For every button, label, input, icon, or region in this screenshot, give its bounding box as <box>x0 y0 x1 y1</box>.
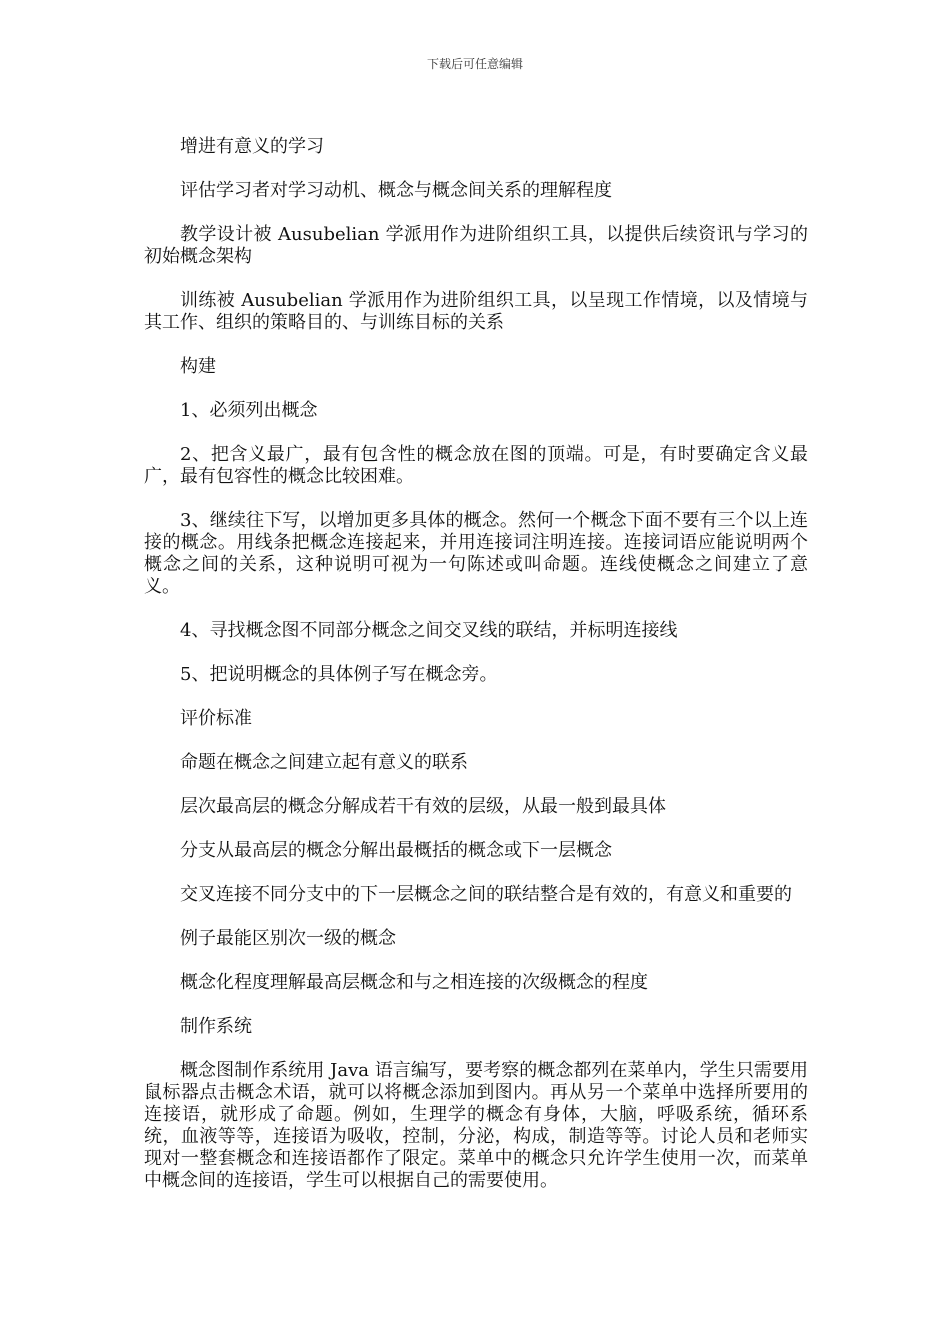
paragraph: 训练被 Ausubelian 学派用作为进阶组织工具，以呈现工作情境，以及情境与其工作、组织的策略目的、与训练目标的关系 <box>144 290 808 333</box>
paragraph: 命题在概念之间建立起有意义的联系 <box>180 752 468 773</box>
document-body <box>144 136 808 1214</box>
paragraph: 分支从最高层的概念分解出最概括的概念或下一层概念 <box>180 840 612 861</box>
section-heading: 制作系统 <box>180 1016 252 1037</box>
list-item: 1、必须列出概念 <box>180 400 318 421</box>
paragraph: 评估学习者对学习动机、概念与概念间关系的理解程度 <box>180 180 612 201</box>
paragraph: 概念化程度理解最高层概念和与之相连接的次级概念的程度 <box>180 972 648 993</box>
paragraph: 增进有意义的学习 <box>180 136 324 157</box>
section-heading: 评价标准 <box>180 708 252 729</box>
paragraph: 交叉连接不同分支中的下一层概念之间的联结整合是有效的，有意义和重要的 <box>180 884 792 905</box>
list-item: 5、把说明概念的具体例子写在概念旁。 <box>180 664 498 685</box>
list-item: 3、继续往下写，以增加更多具体的概念。然何一个概念下面不要有三个以上连接的概念。用线条把概念连接起来，并用连接词注明连接。连接词语应能说明两个概念之间的关系，这种说明可视为一句陈述或叫命题。连线使概念之间建立了意义。 <box>144 510 808 597</box>
page-header: 下载后可任意编辑 <box>426 57 523 71</box>
paragraph: 教学设计被 Ausubelian 学派用作为进阶组织工具，以提供后续资讯与学习的初始概念架构 <box>144 224 808 267</box>
section-heading: 构建 <box>180 356 216 377</box>
list-item: 2、把含义最广，最有包含性的概念放在图的顶端。可是，有时要确定含义最广，最有包容性的概念比较困难。 <box>144 444 808 487</box>
paragraph: 例子最能区别次一级的概念 <box>180 928 396 949</box>
paragraph: 概念图制作系统用 Java 语言编写，要考察的概念都列在菜单内，学生只需要用鼠标器点击概念术语，就可以将概念添加到图内。再从另一个菜单中选择所要用的连接语，就形成了命题。例如，生理学的概念有身体，大脑，呼吸系统，循环系统，血液等等，连接语为吸收，控制，分泌，构成，制造等等。讨论人员和老师实现对一整套概念和连接语都作了限定。菜单中的概念只允许学生使用一次，而菜单中概念间的连接语，学生可以根据自己的需要使用。 <box>144 1060 808 1191</box>
paragraph: 层次最高层的概念分解成若干有效的层级，从最一般到最具体 <box>180 796 666 817</box>
list-item: 4、寻找概念图不同部分概念之间交叉线的联结，并标明连接线 <box>180 620 678 641</box>
